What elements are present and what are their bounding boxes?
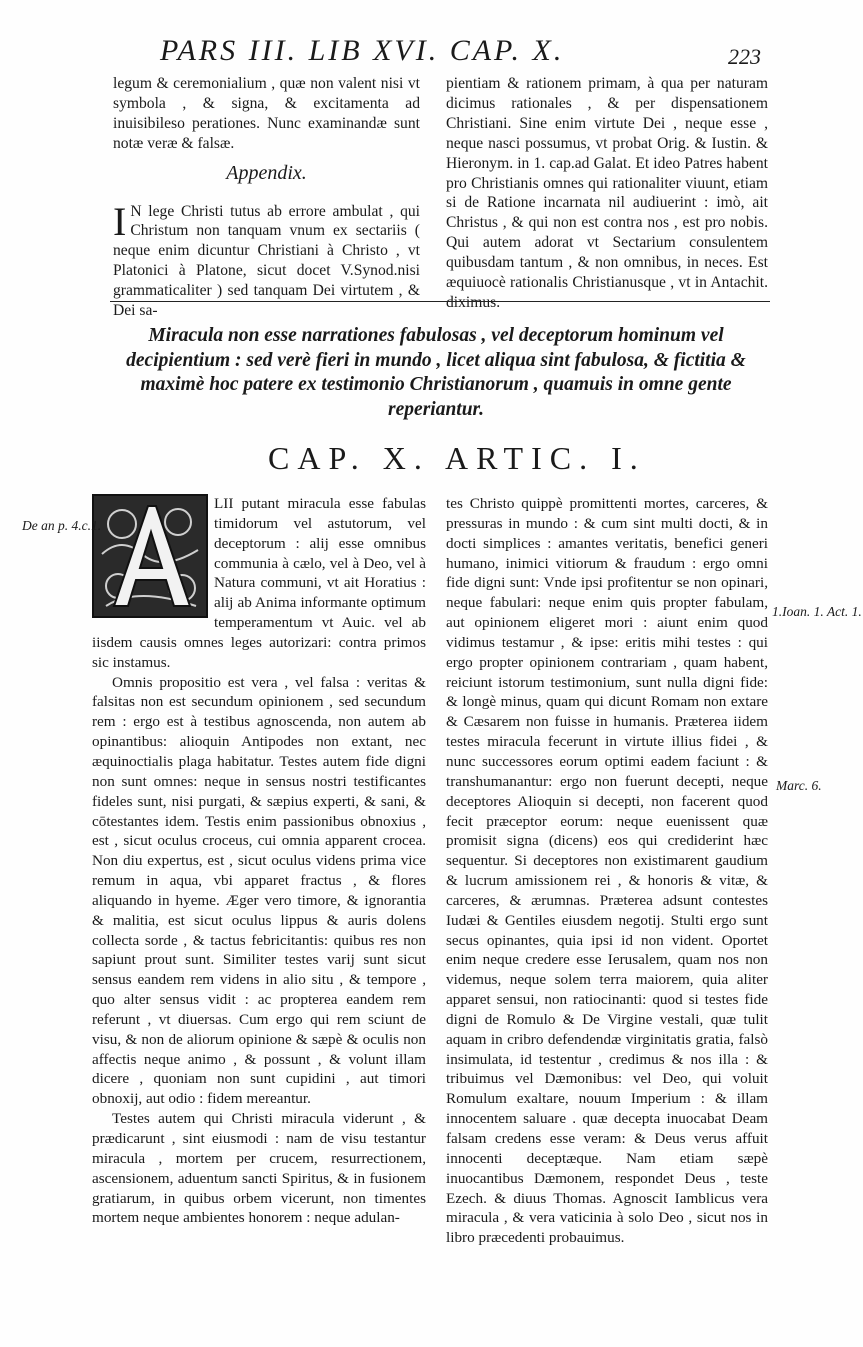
article-label: ARTIC. I.	[445, 440, 646, 476]
running-head: PARS III. LIB XVI. CAP. X.	[160, 34, 565, 67]
drop-cap-letter: I	[113, 198, 127, 244]
main-paragraph-2: Omnis propositio est vera , vel falsa : veritas & falsitas non est secundum opinionem , sed secundum rem : ergo est à testibus agnoscenda, non autem ab opinantibus: alioquin Antipodes non extant, nec æquinoctialis plaga habitatur. Testes autem fide digni non sunt omnes: neque in sensus nostri testificantes fideles sunt, nisi purgati, & sæpius experti, & sani, & cōtestantes idem. Testis enim passionibus obnoxius , est , sicut oculus croceus, cui omnia apparent crocea. Non diu expertus, est , sicut oculus videns prima vice remum in aqua, vbi apparet fractus , & flores aliquando in hyeme. Æger vero timore, & ignorantia & malitia, est sicut oculus lippus & auris dolens collecta sorde , & tactus febricitantis: quibus res non sapiunt prout sunt. Similiter testes varij sunt sicut sensus eandem rem videns in alio situ , & tempore , quo alter sensus vidit : ac propterea eandem rem referunt , vt diuersas. Cum ergo qui rem sciunt de visu, & non de aliorum opinione & sæpè & oculis non affectis neque animo , & possunt , & volunt illam dicere , quoniam non sunt cupidini , aut timori obnoxij, aut odio : fidem mereantur.	[92, 673, 426, 1108]
margin-note-left: De an p. 4.c.1.	[22, 518, 102, 533]
top-left-column	[113, 74, 420, 321]
margin-note-right-1: 1.Ioan. 1. Act. 1.	[772, 604, 862, 619]
margin-note-right-2: Marc. 6.	[776, 778, 822, 793]
main-paragraph-3: Testes autem qui Christi miracula viderunt , & prædicarunt , sint eiusmodi : nam de visu testantur miracula , mortem per crucem, resurrectionem, ascensionem, aduentum sancti Spiritus, & in fusionem gratiarum, in quibus orbem vicerunt, non timentes mortem neque ambientes honorem : neque adulan-	[92, 1110, 426, 1227]
top-right-paragraph: pientiam & rationem primam, à qua per naturam dicimus rationales , & per dispensationem Christiani. Sine enim virtute Dei , neque esse , neque nasci possumus, vt probat Orig. & Iustin. & Hieronym. in 1. cap.ad Galat. Et ideo Patres habent pro Christianis omnes qui rationaliter viuunt, etiam si de Ratione incarnata nil audiuerint : imò, ait Christus , & qui non est contra nos , est pro nobis. Qui autem adorat vt Sectarium consulentem quibusdam tantum , & non omnibus, in neces. Est æquiuocè rationalis Christianusque , vt in Antachit. diximus.	[446, 75, 768, 311]
main-right-column	[446, 494, 768, 1248]
section-heading: Miracula non esse narrationes fabulosas , vel deceptorum hominum vel decipientium : sed verè fieri in mundo , licet aliqua sint fabulosa, & fictitia & maximè hoc patere ex testimonio Christianorum , quamuis in omne gente reperiantur.	[126, 325, 746, 420]
top-left-paragraph: legum & ceremonialium , quæ non valent nisi vt symbola , & signa, & excitamenta ad inuisibileso perationes. Nunc examinandæ sunt notæ veræ & falsæ.	[113, 75, 420, 152]
ornamental-initial-icon	[92, 494, 208, 618]
top-right-column	[446, 74, 768, 313]
appendix-text: N lege Christi tutus ab errore ambulat , qui Christum non tanquam vnum ex sectariis ( neque enim dicuntur Christiani à Christo , vt Platonici à Platone, sicut docet V.Synod.nisi grammaticaliter ) sed tanquam Dei virtutem , & Dei sa-	[113, 202, 420, 320]
main-left-column	[92, 494, 426, 1228]
main-paragraph-4: tes Christo quippè promittenti mortes, carceres, & pressuras in mundo : & cum sint multi docti, & in docti simplices : amantes veritatis, benefici generi humano, inimici vitiorum & fraudum : ergo omni fide digni sunt: Vnde ipsi profitentur se non opinari, neque fabulari: neque enim quis propter fabulam, aut opinionem eligeret mori : aiunt enim quod vidimus testamur , & ipse: eritis mihi testes : qui ergo propter opinionem contrariam , quam habent, reiciunt istorum testimonium, sunt nulla digni fide: & longè minus, quam qui dicunt Romam non extare & Cæsarem non fuisse in humanis. Præterea iidem testes miracula fecerunt in virtute illius fidei , & nunc successores eorum optimi eadem faciunt : & transhumanantur: ergo non fuerunt decepti, neque deceptores Alioquin si decepti, non facerent quod fecit præceptor eorum: neque euenissent quæ promisit signa (dicens) eos qui crediderint hæc sequentur. Si deceptores non existimarent gaudium & lucrum amissionem rei , & honoris & vitæ, & carceres, & ærumnas. Præterea adsunt contestes Iudæi & Gentiles eiusdem negotij. Stulti ergo sunt secus opinantes, quia ipsi id non vident. Oportet enim neque credere esse Ierusalem, quam nos non videmus, neque solem terra maiorem, quia aliter apparet sensui, non ratiocinanti: quod si testes fide digni de Romulo & De Virgine vestali, quæ tulit aquam in cribro defendendæ virginitatis gratia, falsò insimulata, id testentur , credimus & nos illa : & tribuimus vel Dæmonibus: vel Deo, qui voluit Romulum exaltare, nouum Imperium : & illam innocentem saluare . quæ decepta inuocabat Deam falsam credens esse veram: & Deus verus affuit innocenti deceptæque. Nam etiam sæpè inuocantibus Dæmonem, respondet Deus , teste Ezech. & diuus Thomas. Agnoscit Iamblicus vera miracula , & vera vaticinia à solo Deo , sicut nos in libro præcedenti probauimus.	[446, 495, 768, 1247]
appendix-title: Appendix.	[226, 161, 307, 184]
page-number: 223	[728, 44, 761, 69]
chapter-label: CAP. X.	[268, 440, 430, 476]
appendix-paragraph	[113, 198, 420, 321]
main-paragraph-1: LII putant miracula esse fabulas timidorum vel astutorum, vel deceptorum : alij esse omnibus communia à cælo, vel à Deo, vel à Natura communi, vt ait Horatius : alij ab Anima informante optimum temperamentum vt Auic. vel ab iisdem causis omnes leges autorizari: contra primos sic instamus.	[92, 495, 426, 671]
section-divider	[110, 301, 770, 302]
